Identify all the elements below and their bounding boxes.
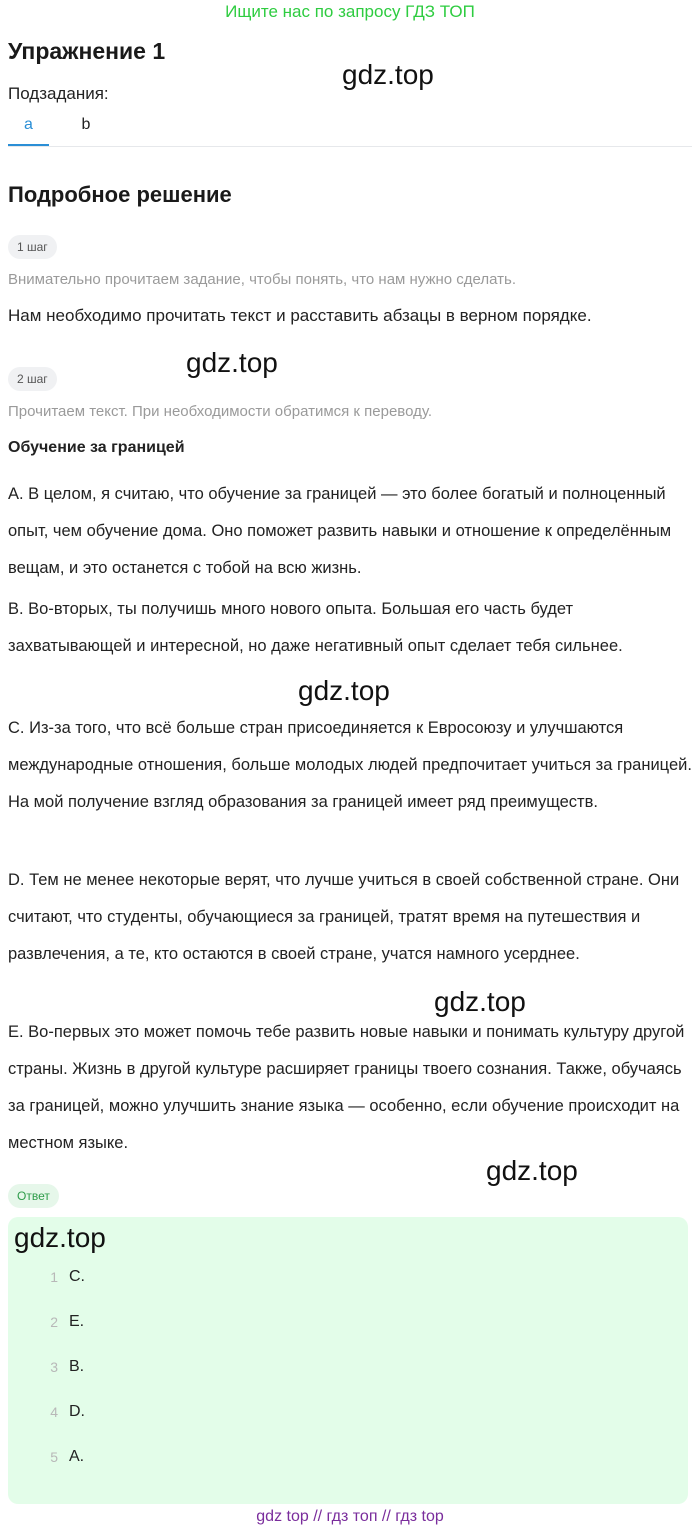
watermark-text: gdz.top [186, 347, 278, 378]
answer-item [8, 1355, 308, 1379]
answer-item-number: 2 [50, 1314, 58, 1330]
paragraph-e: Е. Во-первых это может помочь тебе развить новые навыки и понимать культуру другой страны. Жизнь в другой культуре расширяет границы твоего сознания. Также, обучаясь за границей, можно улучшить знание языка — особенно, если обучение происходит на местном языке. [8, 1023, 685, 1152]
step-text-1: Нам необходимо прочитать текст и расставить абзацы в верном порядке. [8, 306, 592, 325]
exercise-title: Упражнение 1 [8, 38, 166, 64]
answer-item [8, 1310, 308, 1334]
answer-item-value: E. [69, 1313, 85, 1330]
tab-a[interactable]: a [8, 110, 49, 146]
answer-item [8, 1400, 308, 1424]
top-banner: Ищите нас по запросу ГДЗ ТОП [225, 2, 475, 21]
answer-item-value: A. [69, 1448, 85, 1465]
step-badge-1: 1 шаг [8, 235, 57, 259]
answer-item-value: D. [69, 1403, 85, 1420]
step-hint-2: Прочитаем текст. При необходимости обратимся к переводу. [8, 403, 433, 420]
answer-item-value: B. [69, 1358, 85, 1375]
paragraph-b: В. Во-вторых, ты получишь много нового опыта. Большая его часть будет захватывающей и интересной, но даже негативный опыт сделает тебя сильнее. [8, 600, 623, 655]
paragraph-d: D. Тем не менее некоторые верят, что лучше учиться в своей собственной стране. Они считают, что студенты, обучающиеся за границей, тратят время на путешествия и развлечения, а те, кто остаются в своей стране, учатся намного усерднее. [8, 871, 680, 963]
answer-item [8, 1445, 308, 1469]
watermark-text: gdz.top [486, 1155, 578, 1186]
watermark-text: gdz.top [14, 1222, 106, 1253]
watermark-text: gdz.top [298, 675, 390, 706]
answer-box [8, 1217, 688, 1504]
watermark-text: gdz.top [434, 986, 526, 1017]
answer-item-number: 5 [50, 1449, 58, 1465]
paragraph-a: А. В целом, я считаю, что обучение за границей — это более богатый и полноценный опыт, чем обучение дома. Оно поможет развить навыки и отношение к определённым вещам, и это останется с тобой на всю жизнь. [8, 485, 672, 577]
solution-title: Подробное решение [8, 182, 232, 207]
text-heading: Обучение за границей [8, 439, 185, 456]
answer-item-value: C. [69, 1268, 85, 1285]
footer-text: gdz top // гдз топ // гдз top [256, 1508, 444, 1525]
answer-item [8, 1265, 308, 1289]
step-badge-2: 2 шаг [8, 367, 57, 391]
tab-b[interactable]: b [81, 116, 91, 133]
answer-item-number: 4 [50, 1404, 58, 1420]
watermark-text: gdz.top [342, 59, 434, 90]
answer-badge: Ответ [8, 1184, 59, 1208]
step-hint-1: Внимательно прочитаем задание, чтобы понять, что нам нужно сделать. [8, 271, 517, 288]
answer-item-number: 3 [50, 1359, 58, 1375]
subtask-tabs [8, 110, 692, 147]
subtasks-label: Подзадания: [8, 84, 109, 103]
answer-item-number: 1 [50, 1269, 58, 1285]
paragraph-c: С. Из-за того, что всё больше стран присоединяется к Евросоюзу и улучшаются международные отношения, больше молодых людей предпочитает учиться за границей. На мой получение взгляд образования за границей имеет ряд преимуществ. [8, 719, 692, 811]
